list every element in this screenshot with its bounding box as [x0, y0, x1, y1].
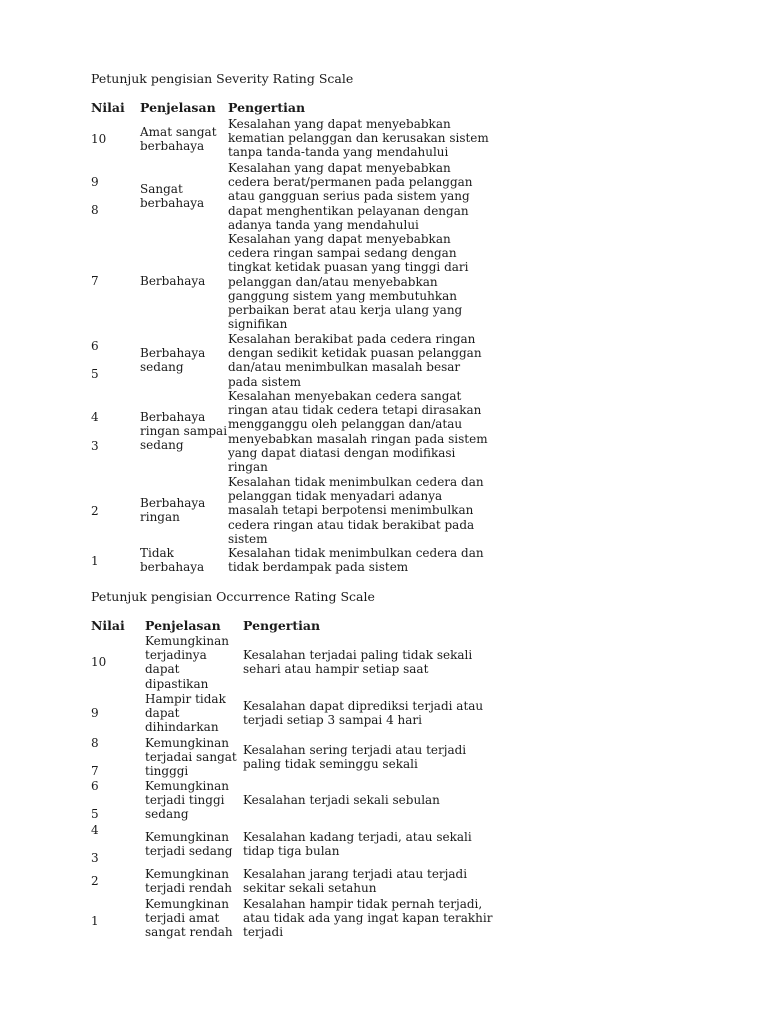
severity-row-nilai: 2 — [91, 504, 99, 518]
severity-row-nilai: 9 — [91, 175, 99, 189]
severity-header-penjelasan: Penjelasan — [140, 100, 216, 115]
occurrence-row-nilai: 5 — [91, 807, 99, 821]
occurrence-row-pengertian: Kesalahan terjadi sekali sebulan — [243, 793, 440, 807]
severity-header-pengertian: Pengertian — [228, 100, 306, 115]
occurrence-row-nilai: 7 — [91, 764, 99, 778]
occurrence-row-penjelasan: Kemungkinan terjadi amat sangat rendah — [145, 897, 233, 940]
severity-section-title: Petunjuk pengisian Severity Rating Scale — [91, 71, 354, 86]
occurrence-row-penjelasan: Kemungkinan terjadai sangat tingggi — [145, 736, 237, 779]
occurrence-row-nilai: 4 — [91, 823, 99, 837]
severity-row-nilai: 10 — [91, 132, 107, 146]
occurrence-header-penjelasan: Penjelasan — [145, 618, 221, 633]
severity-row-nilai: 5 — [91, 367, 99, 381]
occurrence-row-nilai: 2 — [91, 874, 99, 888]
occurrence-row-nilai: 6 — [91, 779, 99, 793]
severity-row-penjelasan: Tidak berbahaya — [140, 546, 205, 575]
occurrence-row-nilai: 9 — [91, 706, 99, 720]
occurrence-row-pengertian: Kesalahan sering terjadi atau terjadi paling tidak seminggu sekali — [243, 743, 467, 772]
occurrence-row-pengertian: Kesalahan dapat diprediksi terjadi atau terjadi setiap 3 sampai 4 hari — [243, 699, 484, 728]
severity-header-nilai: Nilai — [91, 100, 125, 115]
occurrence-header-pengertian: Pengertian — [243, 618, 321, 633]
occurrence-row-penjelasan: Kemungkinan terjadi sedang — [145, 830, 233, 859]
occurrence-row-nilai: 1 — [91, 914, 99, 928]
occurrence-row-pengertian: Kesalahan jarang terjadi atau terjadi sekitar sekali setahun — [243, 867, 468, 896]
severity-row-nilai: 3 — [91, 439, 99, 453]
occurrence-row-penjelasan: Kemungkinan terjadi rendah — [145, 867, 232, 896]
severity-row-penjelasan: Berbahaya ringan sampai sedang — [140, 410, 228, 453]
occurrence-row-pengertian: Kesalahan kadang terjadi, atau sekali tidap tiga bulan — [243, 830, 472, 859]
occurrence-row-penjelasan: Kemungkinan terjadi tinggi sedang — [145, 779, 229, 822]
occurrence-row-nilai: 3 — [91, 851, 99, 865]
severity-row-nilai: 1 — [91, 554, 99, 568]
severity-row-pengertian: Kesalahan tidak menimbulkan cedera dan tidak berdampak pada sistem — [228, 546, 484, 575]
occurrence-row-pengertian: Kesalahan hampir tidak pernah terjadi, atau tidak ada yang ingat kapan terakhir terjadi — [243, 897, 493, 940]
severity-row-nilai: 8 — [91, 203, 99, 217]
occurrence-row-nilai: 8 — [91, 736, 99, 750]
severity-row-penjelasan: Sangat berbahaya — [140, 182, 205, 211]
severity-row-penjelasan: Berbahaya ringan — [140, 496, 206, 525]
occurrence-header-nilai: Nilai — [91, 618, 125, 633]
occurrence-row-pengertian: Kesalahan terjadai paling tidak sekali sehari atau hampir setiap saat — [243, 648, 473, 677]
severity-row-pengertian: Kesalahan yang dapat menyebabkan kematian pelanggan dan kerusakan sistem tanpa tanda-tanda yang mendahului — [228, 117, 489, 160]
severity-row-pengertian: Kesalahan yang dapat menyebabkan cedera ringan sampai sedang dengan tingkat ketidak puasan yang tinggi dari pelanggan dan/atau menyebabkan ganggung sistem yang membutuhkan perbaikan berat atau kerja ulang yang signifikan — [228, 232, 469, 332]
severity-row-pengertian: Kesalahan berakibat pada cedera ringan dengan sedikit ketidak puasan pelanggan dan/atau menimbulkan masalah besar pada sistem — [228, 332, 482, 389]
severity-row-pengertian: Kesalahan yang dapat menyebabkan cedera berat/permanen pada pelanggan atau gangguan serius pada sistem yang dapat menghentikan pelayanan dengan adanya tanda yang mendahului — [228, 161, 473, 232]
occurrence-row-penjelasan: Hampir tidak dapat dihindarkan — [145, 692, 226, 735]
severity-row-penjelasan: Berbahaya sedang — [140, 346, 206, 375]
severity-row-penjelasan: Amat sangat berbahaya — [140, 125, 217, 154]
severity-row-nilai: 7 — [91, 274, 99, 288]
occurrence-section-title: Petunjuk pengisian Occurrence Rating Scale — [91, 589, 375, 604]
severity-row-nilai: 6 — [91, 339, 99, 353]
severity-row-pengertian: Kesalahan menyebakan cedera sangat ringan atau tidak cedera tetapi dirasakan mengganggu oleh pelanggan dan/atau menyebabkan masalah ringan pada sistem yang dapat diatasi dengan modifikasi ringan — [228, 389, 488, 475]
severity-row-penjelasan: Berbahaya — [140, 274, 206, 288]
severity-row-nilai: 4 — [91, 410, 99, 424]
occurrence-row-penjelasan: Kemungkinan terjadinya dapat dipastikan — [145, 634, 229, 691]
occurrence-row-nilai: 10 — [91, 655, 107, 669]
severity-row-pengertian: Kesalahan tidak menimbulkan cedera dan pelanggan tidak menyadari adanya masalah tetapi berpotensi menimbulkan cedera ringan atau tidak berakibat pada sistem — [228, 475, 484, 546]
